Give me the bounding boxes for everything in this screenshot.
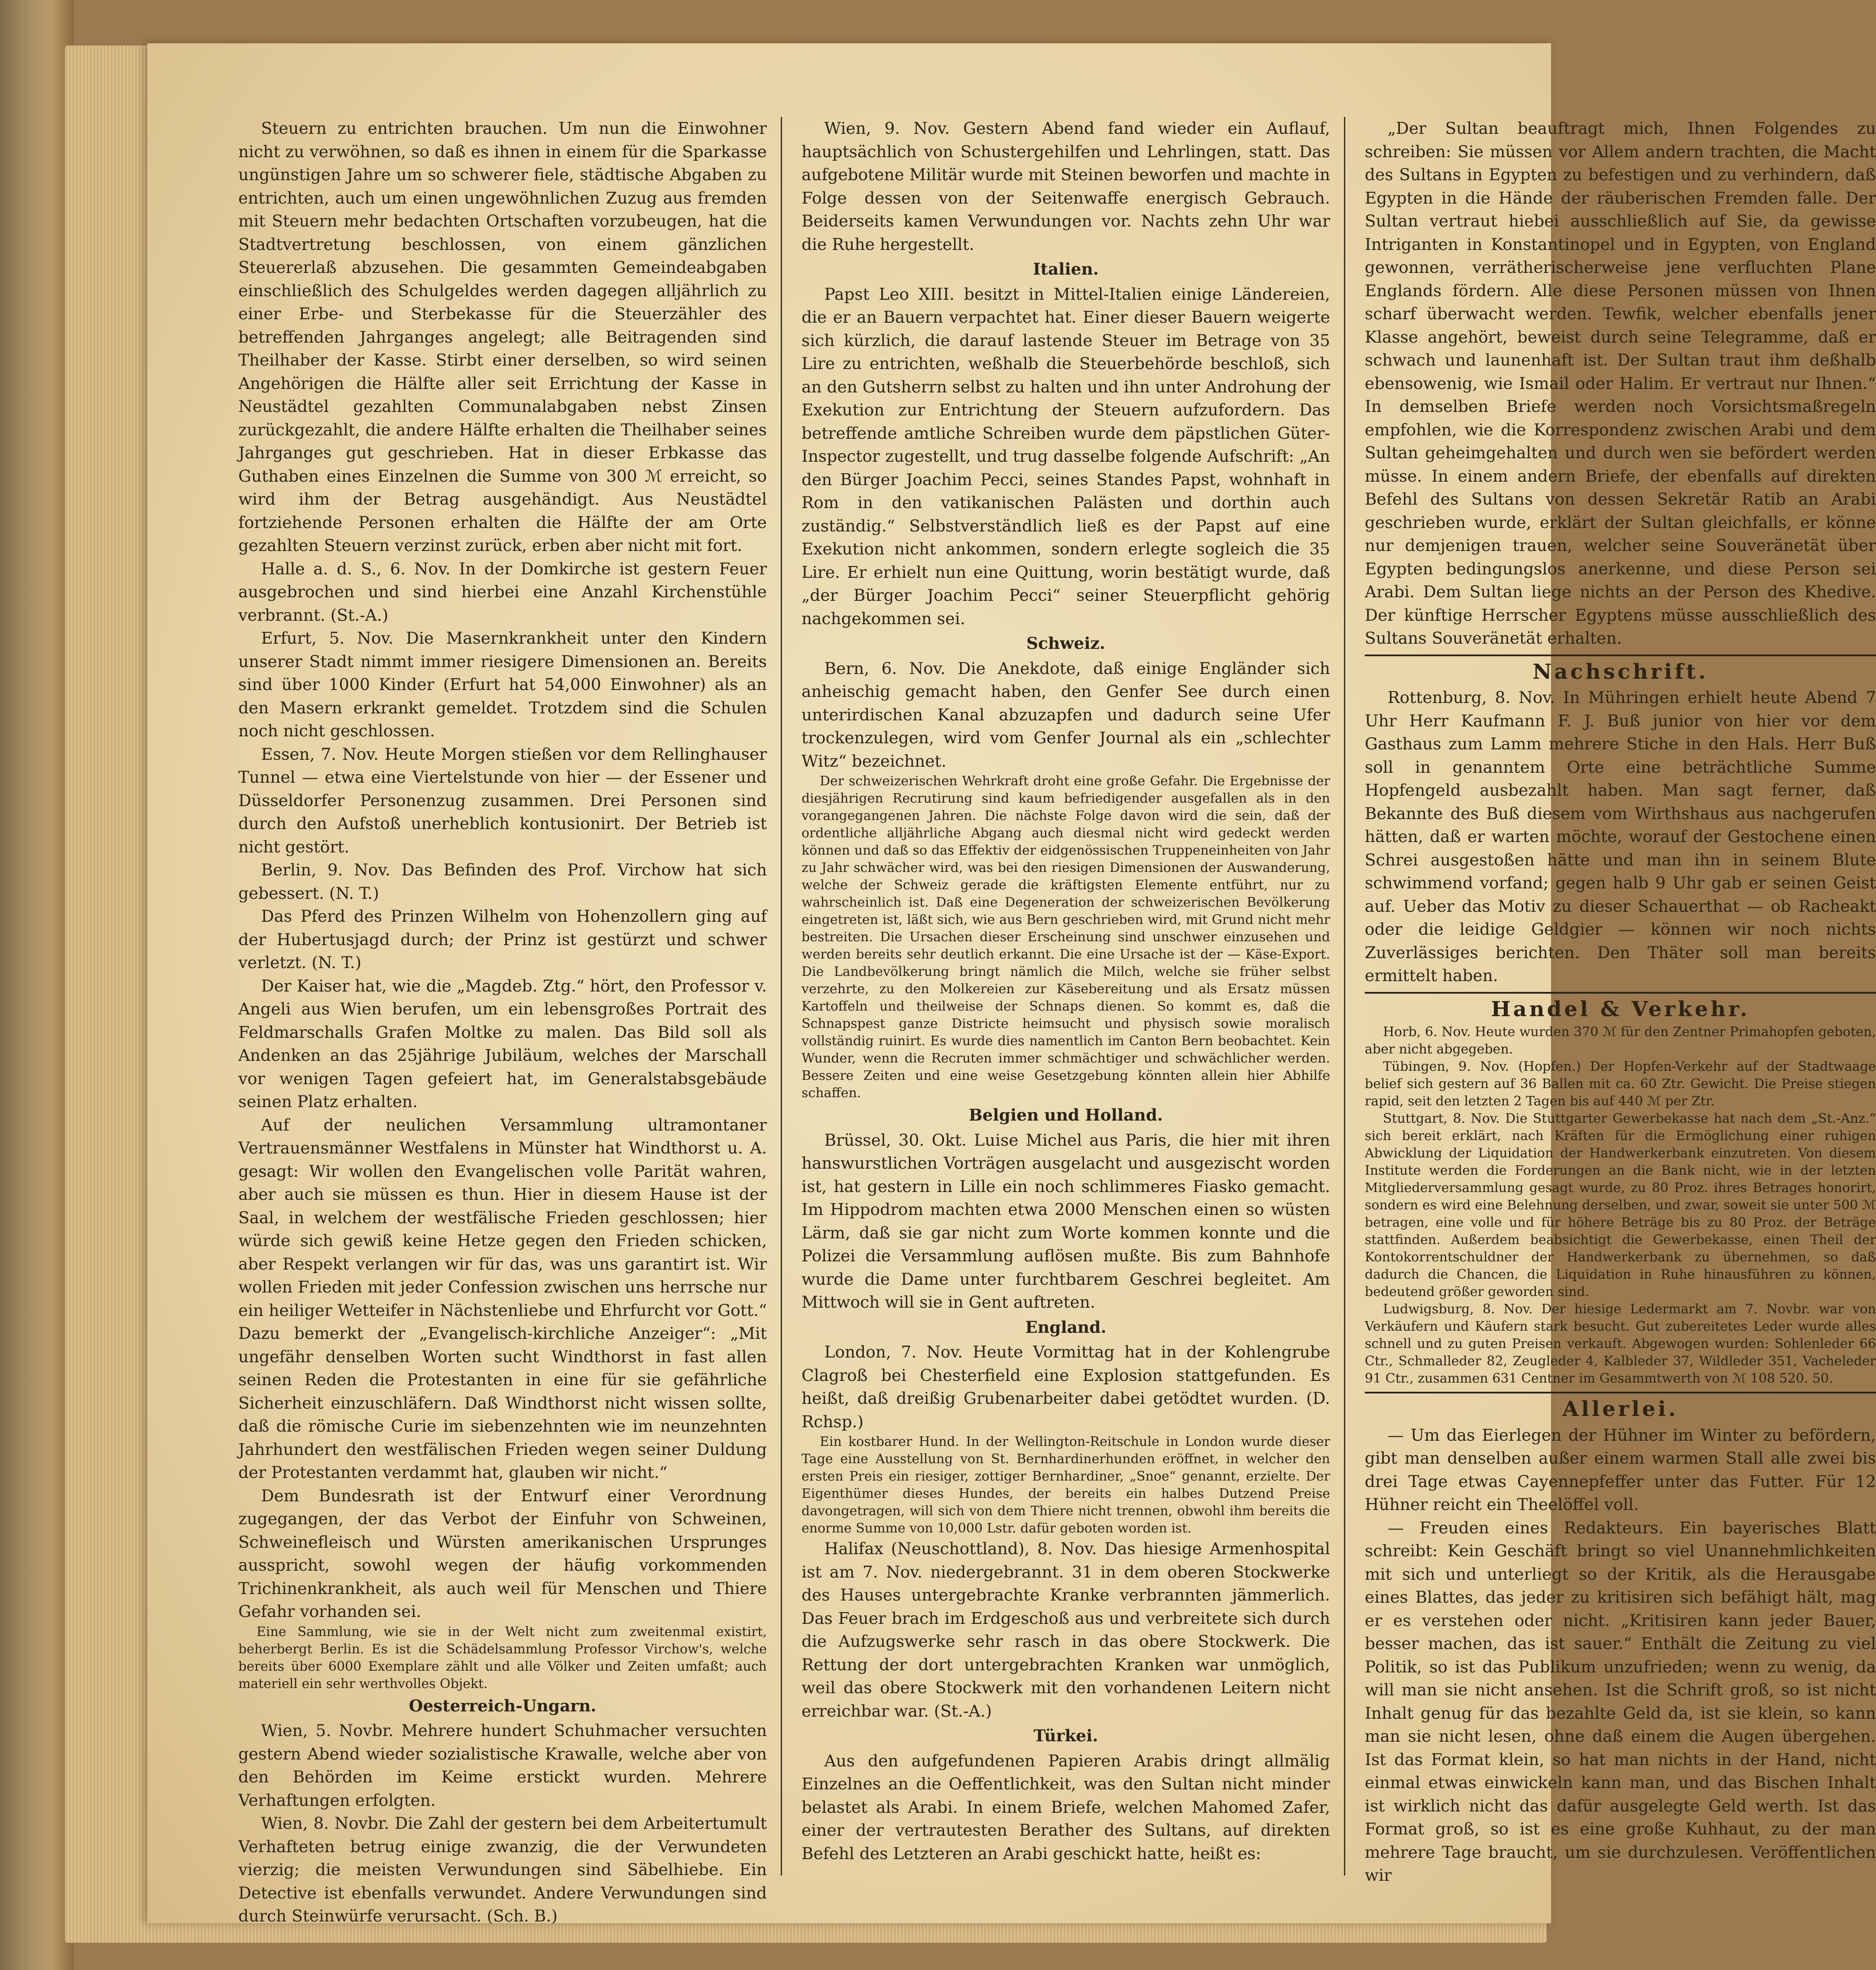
article-paragraph: „Der Sultan beauftragt mich, Ihnen Folgendes zu schreiben: Sie müssen vor Allem andern trachten, die Macht des Sultans in Egypten zu befestigen und zu verhindern, daß Egypten in die Hände der räuberischen Fremden falle. Der Sultan vertraut hiebei ausschließlich auf Sie, da gewisse Intriganten in Konstantinopel und in Egypten, von England gewonnen, verrätherischerweise jene verfluchten Plane Englands fördern. Alle diese Personen müssen von Ihnen scharf überwacht werden. Tewfik, welcher ebenfalls jener Klasse angehört, beweist durch seine Telegramme, daß er schwach und launenhaft ist. Der Sultan traut ihm deßhalb ebensowenig, wie Ismail oder Halim. Er vertraut nur Ihnen.“ In demselben Briefe werden noch Vorsichtsmaßregeln empfohlen, wie die Korrespondenz zwischen Arabi und dem Sultan geheimgehalten und durch wen sie befördert werden müsse. In einem andern Briefe, der ebenfalls auf direkten Befehl des Sultans von dessen Sekretär Ratib an Arabi geschrieben wurde, erklärt der Sultan gleichfalls, er könne nur demjenigen trauen, welcher seine Souveränetät über Egypten bedingungslos anerkenne, und diese Person sei Arabi. Dem Sultan liege nichts an der Person des Khedive. Der künftige Herrscher Egyptens müsse ausschließlich des Sultans Souveränetät erhalten. — [1365, 119, 1876, 648]
section-heading: Italien. — [1033, 259, 1099, 279]
column-3 — [1365, 117, 1876, 1885]
article-paragraph: Wien, 9. Nov. Gestern Abend fand wieder ein Auflauf, hauptsächlich von Schustergehilfen und Lehrlingen, statt. Das aufgebotene Militär wurde mit Steinen beworfen und machte in Folge dessen von der Seitenwaffe energisch Gebrauch. Beiderseits kamen Verwundungen vor. Nachts zehn Uhr war die Ruhe hergestellt. — [802, 119, 1330, 254]
section-heading: Nachschrift. — [1532, 659, 1708, 684]
article-paragraph: Erfurt, 5. Nov. Die Masernkrankheit unter den Kindern unserer Stadt nimmt immer riesigere Dimensionen an. Bereits sind über 1000 Kinder (Erfurt hat 54,000 Einwohner) als an den Masern erkrankt gemeldet. Trotzdem sind die Schulen noch nicht geschlossen. — [238, 629, 767, 740]
section-heading: Belgien und Holland. — [968, 1105, 1163, 1124]
section-heading: Allerlei. — [1562, 1397, 1678, 1421]
book-binding — [0, 0, 74, 1970]
article-paragraph-small: Ein kostbarer Hund. In der Wellington-Reitschule in London wurde dieser Tage eine Ausstellung von St. Bernhardinerhunden eröffnet, in welcher den ersten Preis ein riesiger, zottiger Bernhardiner, „Snoe“ genannt, erzielte. Der Eigenthümer dieses Hundes, der bereits ein halbes Dutzend Preise davongetragen, will sich von dem Thiere nicht trennen, obwohl ihm bereits die enorme Summe von 10,000 Lstr. dafür geboten worden ist. — [802, 1434, 1330, 1536]
article-paragraph: Dem Bundesrath ist der Entwurf einer Verordnung zugegangen, der das Verbot der Einfuhr von Schweinen, Schweinefleisch und Würsten amerikanischen Ursprunges ausspricht, sowohl wegen der häufig vorkommenden Trichinenkrankheit, als auch weil für Menschen und Thiere Gefahr vorhanden sei. — [238, 1486, 767, 1621]
article-paragraph: Das Pferd des Prinzen Wilhelm von Hohenzollern ging auf der Hubertusjagd durch; der Prinz ist gestürzt und schwer verletzt. (N. T.) — [238, 907, 767, 972]
article-paragraph: Bern, 6. Nov. Die Anekdote, daß einige Engländer sich anheischig gemacht haben, den Genfer See durch einen unterirdischen Kanal abzuzapfen und dadurch seine Ufer trockenzulegen, wird vom Genfer Journal als ein „schlechter Witz“ bezeichnet. — [802, 658, 1330, 771]
article-paragraph-small: Eine Sammlung, wie sie in der Welt nicht zum zweitenmal existirt, beherbergt Berlin. Es ist die Schädelsammlung Professor Virchow's, welche bereits über 6000 Exemplare zählt und alle Völker und Zeiten umfaßt; auch materiell ein sehr werthvolles Objekt. — [238, 1624, 767, 1691]
section-heading: Oesterreich-Ungarn. — [409, 1696, 597, 1715]
article-paragraph: — Um das Eierlegen der Hühner im Winter zu befördern, gibt man denselben außer einem warmen Stall alle zwei bis drei Tage etwas Cayennepfeffer unter das Futter. Für 12 Hühner reicht ein Theelöffel voll. — [1365, 1425, 1876, 1514]
section-divider — [1365, 992, 1876, 994]
article-paragraph: Aus den aufgefundenen Papieren Arabis dringt allmälig Einzelnes an die Oeffentlichkeit, was den Sultan nicht minder belastet als Arabi. In einem Briefe, welchen Mahomed Zafer, einer der vertrautesten Berather des Sultans, auf direkten Befehl des Letzteren an Arabi geschickt hatte, heißt es: — [802, 1751, 1330, 1863]
article-paragraph-small: Horb, 6. Nov. Heute wurden 370 ℳ für den Zentner Primahopfen geboten, aber nicht abgegeben. — [1365, 1024, 1876, 1057]
newspaper-page — [147, 43, 1876, 1925]
article-paragraph: Berlin, 9. Nov. Das Befinden des Prof. Virchow hat sich gebessert. (N. T.) — [238, 860, 767, 903]
column-rule — [1344, 117, 1345, 1876]
section-heading: Schweiz. — [1026, 634, 1105, 653]
column-rule — [781, 117, 782, 1876]
section-heading: Handel & Verkehr. — [1491, 997, 1750, 1021]
article-paragraph: London, 7. Nov. Heute Vormittag hat in der Kohlengrube Clagroß bei Chesterfield eine Explosion stattgefunden. Es heißt, daß dreißig Grubenarbeiter dabei getödtet wurden. (D. Rchsp.) — [802, 1342, 1330, 1431]
article-paragraph: Wien, 8. Novbr. Die Zahl der gestern bei dem Arbeitertumult Verhafteten betrug einige zwanzig, die der Verwundeten vierzig; die meisten Verwundungen sind Säbelhiebe. Ein Detective ist ebenfalls verwundet. Andere Verwundungen sind durch Steinwürfe verursacht. (Sch. B.) — [238, 1814, 767, 1925]
column-1 — [238, 117, 767, 1925]
article-paragraph: Auf der neulichen Versammlung ultramontaner Vertrauensmänner Westfalens in Münster hat Windthorst u. A. gesagt: Wir wollen den Evangelischen volle Parität wahren, aber auch sie müssen es thun. Hier in diesem Hause ist der Saal, in welchem der westfälische Frieden geschlossen; hier würde sich gewiß keine Hetze gegen den Frieden schicken, aber Respekt verlangen wir für das, was uns garantirt ist. Wir wollen Frieden mit jeder Confession zwischen uns herrsche nur ein heiliger Wetteifer in Nächstenliebe und Ehrfurcht vor Gott.“ Dazu bemerkt der „Evangelisch-kirchliche Anzeiger“: „Mit ungefähr denselben Worten sucht Windthorst in fast allen seinen Reden die Protestanten in eine für sie gefährliche Sicherheit einzuschläfern. Daß Windthorst nicht wissen sollte, daß die römische Curie im siebenzehnten wie im neunzehnten Jahrhundert den westfälischen Frieden wegen seiner Duldung der Protestanten verdammt hat, glauben wir nicht.“ — [238, 1115, 767, 1482]
article-paragraph: Brüssel, 30. Okt. Luise Michel aus Paris, die hier mit ihren hanswurstlichen Vorträgen ausgelacht und ausgezischt worden ist, hat gestern in Lille ein noch schlimmeres Fiasko gemacht. Im Hippodrom machten etwa 2000 Menschen einen so wüsten Lärm, daß sie gar nicht zum Worte kommen konnte und die Polizei die Versammlung auflösen mußte. Bis zum Bahnhofe wurde die Dame unter furchtbarem Geschrei begleitet. Am Mittwoch will sie in Gent auftreten. — [802, 1130, 1330, 1312]
article-paragraph: Halle a. d. S., 6. Nov. In der Domkirche ist gestern Feuer ausgebrochen und sind hierbei eine Anzahl Kirchenstühle verbrannt. (St.-A.) — [238, 559, 767, 625]
section-divider — [1365, 1392, 1876, 1393]
article-paragraph: Wien, 5. Novbr. Mehrere hundert Schuhmacher versuchten gestern Abend wieder sozialistische Krawalle, welche aber von den Behörden im Keime erstickt wurden. Mehrere Verhaftungen erfolgten. — [238, 1721, 767, 1810]
article-paragraph: Papst Leo XIII. besitzt in Mittel-Italien einige Ländereien, die er an Bauern verpachtet hat. Einer dieser Bauern weigerte sich kürzlich, die darauf lastende Steuer im Betrage von 35 Lire zu entrichten, weßhalb die Steuerbehörde beschloß, sich an den Gutsherrn selbst zu halten und ihn unter Androhung der Exekution zur Entrichtung der Steuern aufzufordern. Das betreffende amtliche Schreiben wurde dem päpstlichen Güter-Inspector zugestellt, und trug dasselbe folgende Aufschrift: „An den Bürger Joachim Pecci, seines Standes Papst, wohnhaft in Rom in den vatikanischen Palästen und dorthin auch zuständig.“ Selbstverständlich ließ es der Papst auf eine Exekution nicht ankommen, sondern erlegte sogleich die 35 Lire. Er erhielt nun eine Quittung, worin bestätigt wurde, daß „der Bürger Joachim Pecci“ seiner Steuerpflicht gehörig nachgekommen sei. — [802, 284, 1330, 628]
article-paragraph-small: Tübingen, 9. Nov. (Hopfen.) Der Hopfen-Verkehr auf der Stadtwaage belief sich gestern auf 36 Ballen mit ca. 60 Ztr. Gewicht. Die Preise stiegen rapid, seit den letzten 2 Tagen bis auf 440 ℳ per Ztr. — [1365, 1059, 1876, 1109]
section-heading: England. — [1025, 1317, 1107, 1337]
article-paragraph: Rottenburg, 8. Nov. In Mühringen erhielt heute Abend 7 Uhr Herr Kaufmann F. J. Buß junior von hier vor dem Gasthaus zum Lamm mehrere Stiche in den Hals. Herr Buß soll in genanntem Orte eine beträchtliche Summe Hopfengeld ausbezahlt haben. Man sagt ferner, daß Bekannte des Buß diesem vom Wirthshaus aus nachgerufen hätten, daß er warten möchte, worauf der Gestochene einen Schrei ausgestoßen hätte und man ihn in seinem Blute schwimmend vorfand; gegen halb 9 Uhr gab er seinen Geist auf. Ueber das Motiv zu dieser Schauerthat — ob Racheakt oder die leidige Geldgier — können wir noch nichts Zuverlässiges berichten. Den Thäter soll man bereits ermittelt haben. — [1365, 688, 1876, 985]
article-paragraph: Essen, 7. Nov. Heute Morgen stießen vor dem Rellinghauser Tunnel — etwa eine Viertelstunde von hier — der Essener und Düsseldorfer Personenzug zusammen. Drei Personen sind durch den Aufstoß unerheblich kontusionirt. Der Betrieb ist nicht gestört. — [238, 744, 767, 856]
article-paragraph: — Freuden eines Redakteurs. Ein bayerisches Blatt schreibt: Kein Geschäft bringt so viel Unannehmlichkeiten mit sich und unterliegt so der Kritik, als die Herausgabe eines Blattes, das jeder zu kritisiren sich befähigt hält, mag er es verstehen oder nicht. „Kritisiren kann jeder Bauer, besser machen, das ist sauer.“ Enthält die Zeitung zu viel Politik, so ist das Publikum unzufrieden; wenn zu wenig, da will man sie nicht ansehen. Ist die Schrift groß, so ist nicht Inhalt genug für das bezahlte Geld da, ist sie klein, so kann man sie nicht lesen, ohne daß einem die Augen übergehen. Ist das Format klein, so hat man nichts in der Hand, nicht einmal etwas einwickeln kann man, und das Bischen Inhalt ist wirklich nicht das dafür ausgelegte Geld werth. Ist das Format groß, so ist es eine große Kuhhaut, zu der man mehrere Tage braucht, um sie durchzulesen. Veröffentlichen wir — [1365, 1518, 1876, 1885]
article-paragraph-small: Stuttgart, 8. Nov. Die Stuttgarter Gewerbekasse hat nach dem „St.-Anz.“ sich bereit erklärt, nach Kräften für die Ermöglichung einer ruhigen Abwicklung der Liquidation der Handwerkerbank einzutreten. Von diesem Institute werden die Forderungen an die Bank nicht, wie in der letzten Mitgliederversammlung gesagt wurde, zu 80 Proz. ihres Betrages honorirt, sondern es wird eine Belehnung derselben, und zwar, soweit sie unter 500 ℳ betragen, eine volle und für höhere Beträge bis zu 80 Proz. der Beträge stattfinden. Außerdem beabsichtigt die Gewerbekasse, einen Theil der Kontokorrentschuldner der Handwerkerbank zu übernehmen, so daß dadurch die Chancen, die Liquidation in Ruhe hinausführen zu können, bedeutend größer geworden sind. — [1365, 1111, 1876, 1299]
section-divider — [1365, 655, 1876, 656]
column-2 — [802, 117, 1330, 1876]
article-paragraph-small: Der schweizerischen Wehrkraft droht eine große Gefahr. Die Ergebnisse der diesjährigen Recrutirung sind kaum befriedigender ausgefallen als in den vorangegangenen Jahren. Die nächste Folge davon wird die sein, daß der ordentliche alljährliche Abgang auch diesmal nicht wird gedeckt werden können und daß so das Effektiv der eidgenössischen Truppeneinheiten von Jahr zu Jahr schwächer wird, was bei den riesigen Dimensionen der Auswanderung, welche der Schweiz gerade die kräftigsten Elemente entführt, nur zu wahrscheinlich ist. Daß eine Degeneration der schweizerischen Bevölkerung eingetreten ist, läßt sich, wie aus Bern geschrieben wird, mit Grund nicht mehr bestreiten. Die Ursachen dieser Erscheinung sind unschwer einzusehen und werden bereits sehr deutlich erkannt. Die eine Ursache ist der — Käse-Export. Die Landbevölkerung bringt nämlich die Milch, welche sie früher selbst verzehrte, zu den Molkereien zur Käsebereitung und als Ersatz müssen Kartoffeln und theilweise der Schnaps dienen. So kommt es, daß die Schnapspest ganze Districte heimsucht und physisch sowie moralisch vollständig ruinirt. Es wurde dies namentlich im Canton Bern beobachtet. Kein Wunder, wenn die Recruten immer schmächtiger und schwächlicher werden. Bessere Zeiten und eine weise Gesetzgebung könnten allein hier Abhilfe schaffen. — [802, 774, 1330, 1101]
article-paragraph-small: Ludwigsburg, 8. Nov. Der hiesige Ledermarkt am 7. Novbr. war von Verkäufern und Käufern stark besucht. Gut zubereitetes Leder wurde alles schnell und zu guten Preisen verkauft. Abgewogen wurden: Sohlenleder 66 Ctr., Schmalleder 82, Zeugleder 4, Kalbleder 37, Wildleder 351, Vacheleder 91 Ctr., zusammen 631 Centner im Gesammtwerth von ℳ 108 520. 50. — [1365, 1302, 1876, 1386]
section-heading: Türkei. — [1033, 1726, 1098, 1745]
article-paragraph: Halifax (Neuschottland), 8. Nov. Das hiesige Armenhospital ist am 7. Nov. niedergebrannt. 31 in dem oberen Stockwerke des Hauses untergebrachte Kranke verbrannten jämmerlich. Das Feuer brach im Erdgeschoß aus und verbreitete sich durch die Aufzugswerke sehr rasch in das obere Stockwerk. Die Rettung der dort untergebrachten Kranken war unmöglich, weil das obere Stockwerk mit den vorhandenen Leitern nicht erreichbar war. (St.-A.) — [802, 1539, 1330, 1721]
article-paragraph: Steuern zu entrichten brauchen. Um nun die Einwohner nicht zu verwöhnen, so daß es ihnen in einem für die Sparkasse ungünstigen Jahre um so schwerer fiele, städtische Abgaben zu entrichten, auch um einen ungewöhnlichen Zuzug aus fremden mit Steuern mehr bedachten Ortschaften vorzubeugen, hat die Stadtvertretung beschlossen, von einem gänzlichen Steuererlaß abzusehen. Die gesammten Gemeindeabgaben einschließlich des Schulgeldes werden dagegen alljährlich zu einer Erbe- und Sterbekasse für die Steuerzähler des betreffenden Jahrganges angelegt; alle Beitragenden sind Theilhaber der Kasse. Stirbt einer derselben, so wird seinen Angehörigen die Hälfte aller seit Errichtung der Kasse in Neustädtel gezahlten Communalabgaben nebst Zinsen zurückgezahlt, die andere Hälfte erhalten die Theilhaber seines Jahrganges gut geschrieben. Hat in dieser Erbkasse das Guthaben eines Einzelnen die Summe von 300 ℳ erreicht, so wird ihm der Betrag ausgehändigt. Aus Neustädtel fortziehende Personen erhalten die Hälfte der am Orte gezahlten Steuern verzinst zurück, erben aber nicht mit fort. — [238, 119, 767, 555]
article-paragraph: Der Kaiser hat, wie die „Magdeb. Ztg.“ hört, den Professor v. Angeli aus Wien berufen, um ein lebensgroßes Portrait des Feldmarschalls Grafen Moltke zu malen. Das Bild soll als Andenken an das 25jährige Jubiläum, welches der Marschall vor wenigen Tagen gefeiert hat, im Generalstabsgebäude seinen Platz erhalten. — [238, 976, 767, 1111]
